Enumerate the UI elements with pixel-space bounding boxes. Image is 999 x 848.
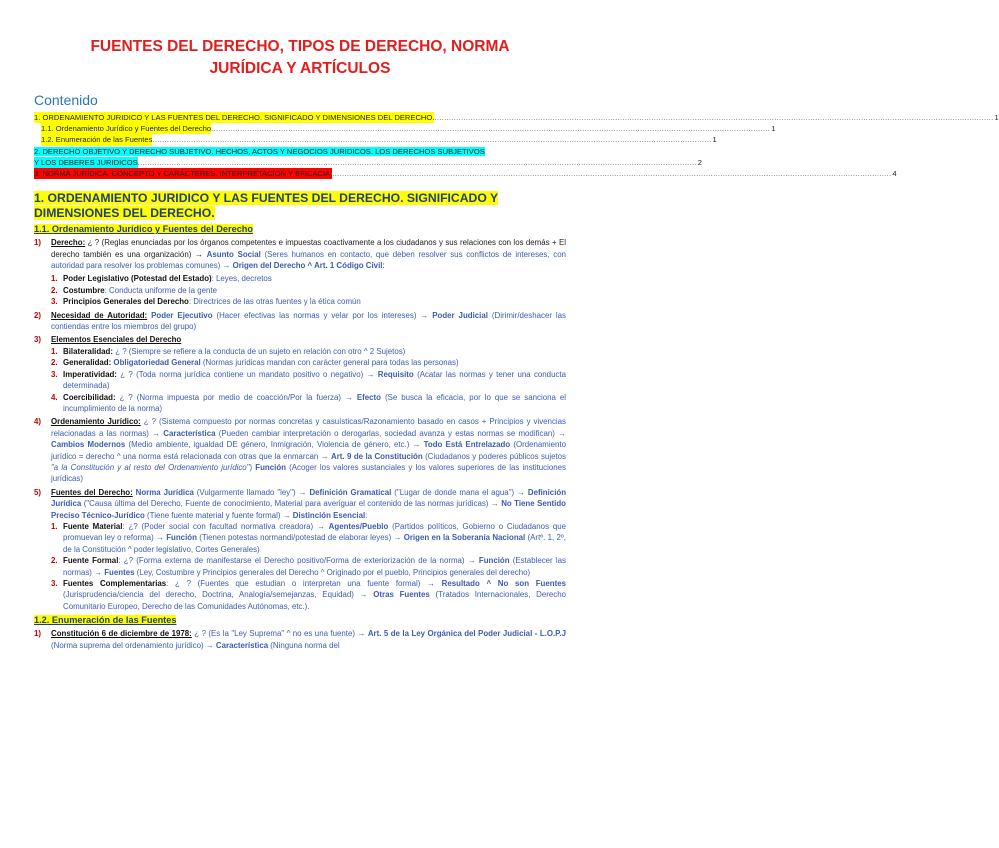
toc-heading: Contenido	[34, 92, 98, 108]
section-1-1-heading: 1.1. Ordenamiento Jurídico y Fuentes del Derecho	[34, 224, 254, 235]
list-item: 2. Generalidad: Obligatoriedad General (Normas jurídicas mandan con carácter general para todas las personas)	[51, 358, 459, 368]
toc-entry-1[interactable]: 1. ORDENAMIENTO JURIDICO Y LAS FUENTES DEL DERECHO. SIGNIFICADO Y DIMENSIONES DEL DERECHO. ..... 1	[34, 112, 566, 123]
toc-entry-2[interactable]: 2. DERECHO OBJETIVO Y DERECHO SUBJETIVO. HECHOS, ACTOS Y NEGOCIOS JURIDICOS. LOS DERECHOS SUBJETIVOS Y LOS DEBERES JURIDICOS ..... 2	[34, 146, 566, 168]
list-item: 1) Constitución 6 de diciembre de 1978: ¿ ? (Es la "Ley Suprema" ^ no es una fuente) → Art. 5 de la Ley Orgánica del Poder Judicial - L.O.P.J (Norma suprema del ordenamiento jurídico) → Característica (Ninguna norma del	[34, 629, 566, 650]
toc-entry-1-2[interactable]: 1.2. Enumeración de las Fuentes ..... 1	[34, 134, 566, 145]
list-item: 2. Costumbre: Conducta uniforme de la gente	[51, 285, 217, 295]
list-item: 4) Ordenamiento Jurídico: ¿ ? (Sistema compuesto por normas concretas y casuísticas/Razonamiento basado en casos + Principios y vivencias relacionadas a las normas) → Característica (Pueden cambiar interpretación o derogarlas, sociedad avanza y estas normas se modifican) → Cambios Modernos (Medio ambiente, igualdad DE género, Inmigración, Violencia de género, etc.) → Todo Está Entrelazado (Ordenamiento jurídico = derecho ^ una norma está relacionada con otras que la enmarcan → Art. 9 de la Constitución (Ciudadanos y poderes públicos sujetos "a la Constitución y al resto del Ordenamiento jurídico") Función (Acoger los valores sustanciales y los valores superiores de las instituciones jurídicas)	[34, 417, 567, 484]
section-1-heading: 1. ORDENAMIENTO JURIDICO Y LAS FUENTES DEL DERECHO. SIGNIFICADO Y DIMENSIONES DEL DERECHO.	[34, 191, 499, 221]
document-title: FUENTES DEL DERECHO, TIPOS DE DERECHO, NORMA JURÍDICA Y ARTÍCULOS	[90, 38, 510, 77]
list-item: 3. Fuentes Complementarias: ¿ ? (Fuentes que estudian o interpretan una fuente formal) → Resultado ^ No son Fuentes (Jurisprudencia/ciencia del derecho, Doctrina, Analogía/semejanzas, Equidad) → Otras Fuentes (Tratados Internacionales, Derecho Comunitario Europeo, Derecho de las Comunidades Autónomas, etc.).	[51, 579, 566, 611]
list-item: 4. Coercibilidad: ¿ ? (Norma impuesta por medio de coacción/Por la fuerza) → Efecto (Se busca la eficacia, por lo que se sanciona el incumplimiento de la norma)	[51, 392, 566, 413]
list-item: 2. Fuente Formal: ¿? (Forma externa de manifestarse el Derecho positivo/Forma de exteriorización de la norma) → Función (Establecer las normas) → Fuentes (Ley, Costumbre y Principios generales del Derecho ^ Originado por el pueblo, Principios generales del derecho)	[51, 556, 566, 577]
toc-entry-3[interactable]: 3. NORMA JURÍDICA. CONCEPTO Y CARÁCTERES. INTERPRETACION Y EFICACIA. ..... 4	[34, 168, 566, 179]
list-item: 1) Derecho: ¿ ? (Reglas enunciadas por los órganos competentes e impuestas coactivamente a los ciudadanos y sus relaciones con los demás + El derecho también es una organización) → Asunto Social (Seres humanos en contacto, que deben resolver sus conflictos de intereses, con autoridad para resolver los problemas comunes) → Origen del Derecho ^ Art. 1 Código Civil:	[34, 238, 566, 271]
list-item: 3) Elementos Esenciales del Derecho	[34, 335, 182, 345]
list-item: 3. Imperatividad: ¿ ? (Toda norma jurídica contiene un mandato positivo o negativo) → Requisito (Acatar las normas y tener una conducta determinada)	[51, 369, 566, 391]
list-item: 1. Fuente Material: ¿? (Poder social con facultad normativa creadora) → Agentes/Pueblo (Partidos políticos, Gobierno o Ciudadanos que promuevan ley o reforma) → Función (Tienen potestas normandi/potestad de elaborar leyes) → Origen en la Soberanía Nacional (Artº. 1, 2º, de la Constitución ^ poder legislativo, Cortes Generales)	[51, 521, 566, 554]
table-of-contents	[34, 92, 999, 179]
list-item: 1. Poder Legislativo (Potestad del Estado): Leyes, decretos	[51, 274, 272, 284]
list-item: 5) Fuentes del Derecho: Norma Jurídica (Vulgarmente llamado "ley") → Definición Gramatical ("Lugar de donde mana el agua") → Definición Jurídica ("Causa última del Derecho, Fuente de conocimiento, Material para averiguar el contenido de las normas jurídicas) → No Tiene Sentido Preciso Técnico-Jurídico (Tiene fuente material y fuente formal) → Distinción Esencial:	[34, 487, 567, 520]
section-1-2-heading: 1.2. Enumeración de las Fuentes	[34, 615, 177, 626]
list-item: 1. Bilateralidad: ¿ ? (Siempre se refiere a la conducta de un sujeto en relación con otro ^ 2 Sujetos)	[51, 346, 406, 356]
list-item: 3. Principios Generales del Derecho: Directrices de las otras fuentes y la ética común	[51, 297, 361, 307]
list-item: 2) Necesidad de Autoridad: Poder Ejecutivo (Hacer efectivas las normas y velar por los intereses) → Poder Judicial (Dirimir/deshacer las contiendas entre los miembros del grupo)	[34, 310, 567, 332]
toc-entry-1-1[interactable]: 1.1. Ordenamiento Jurídico y Fuentes del Derecho ..... 1	[34, 123, 566, 134]
